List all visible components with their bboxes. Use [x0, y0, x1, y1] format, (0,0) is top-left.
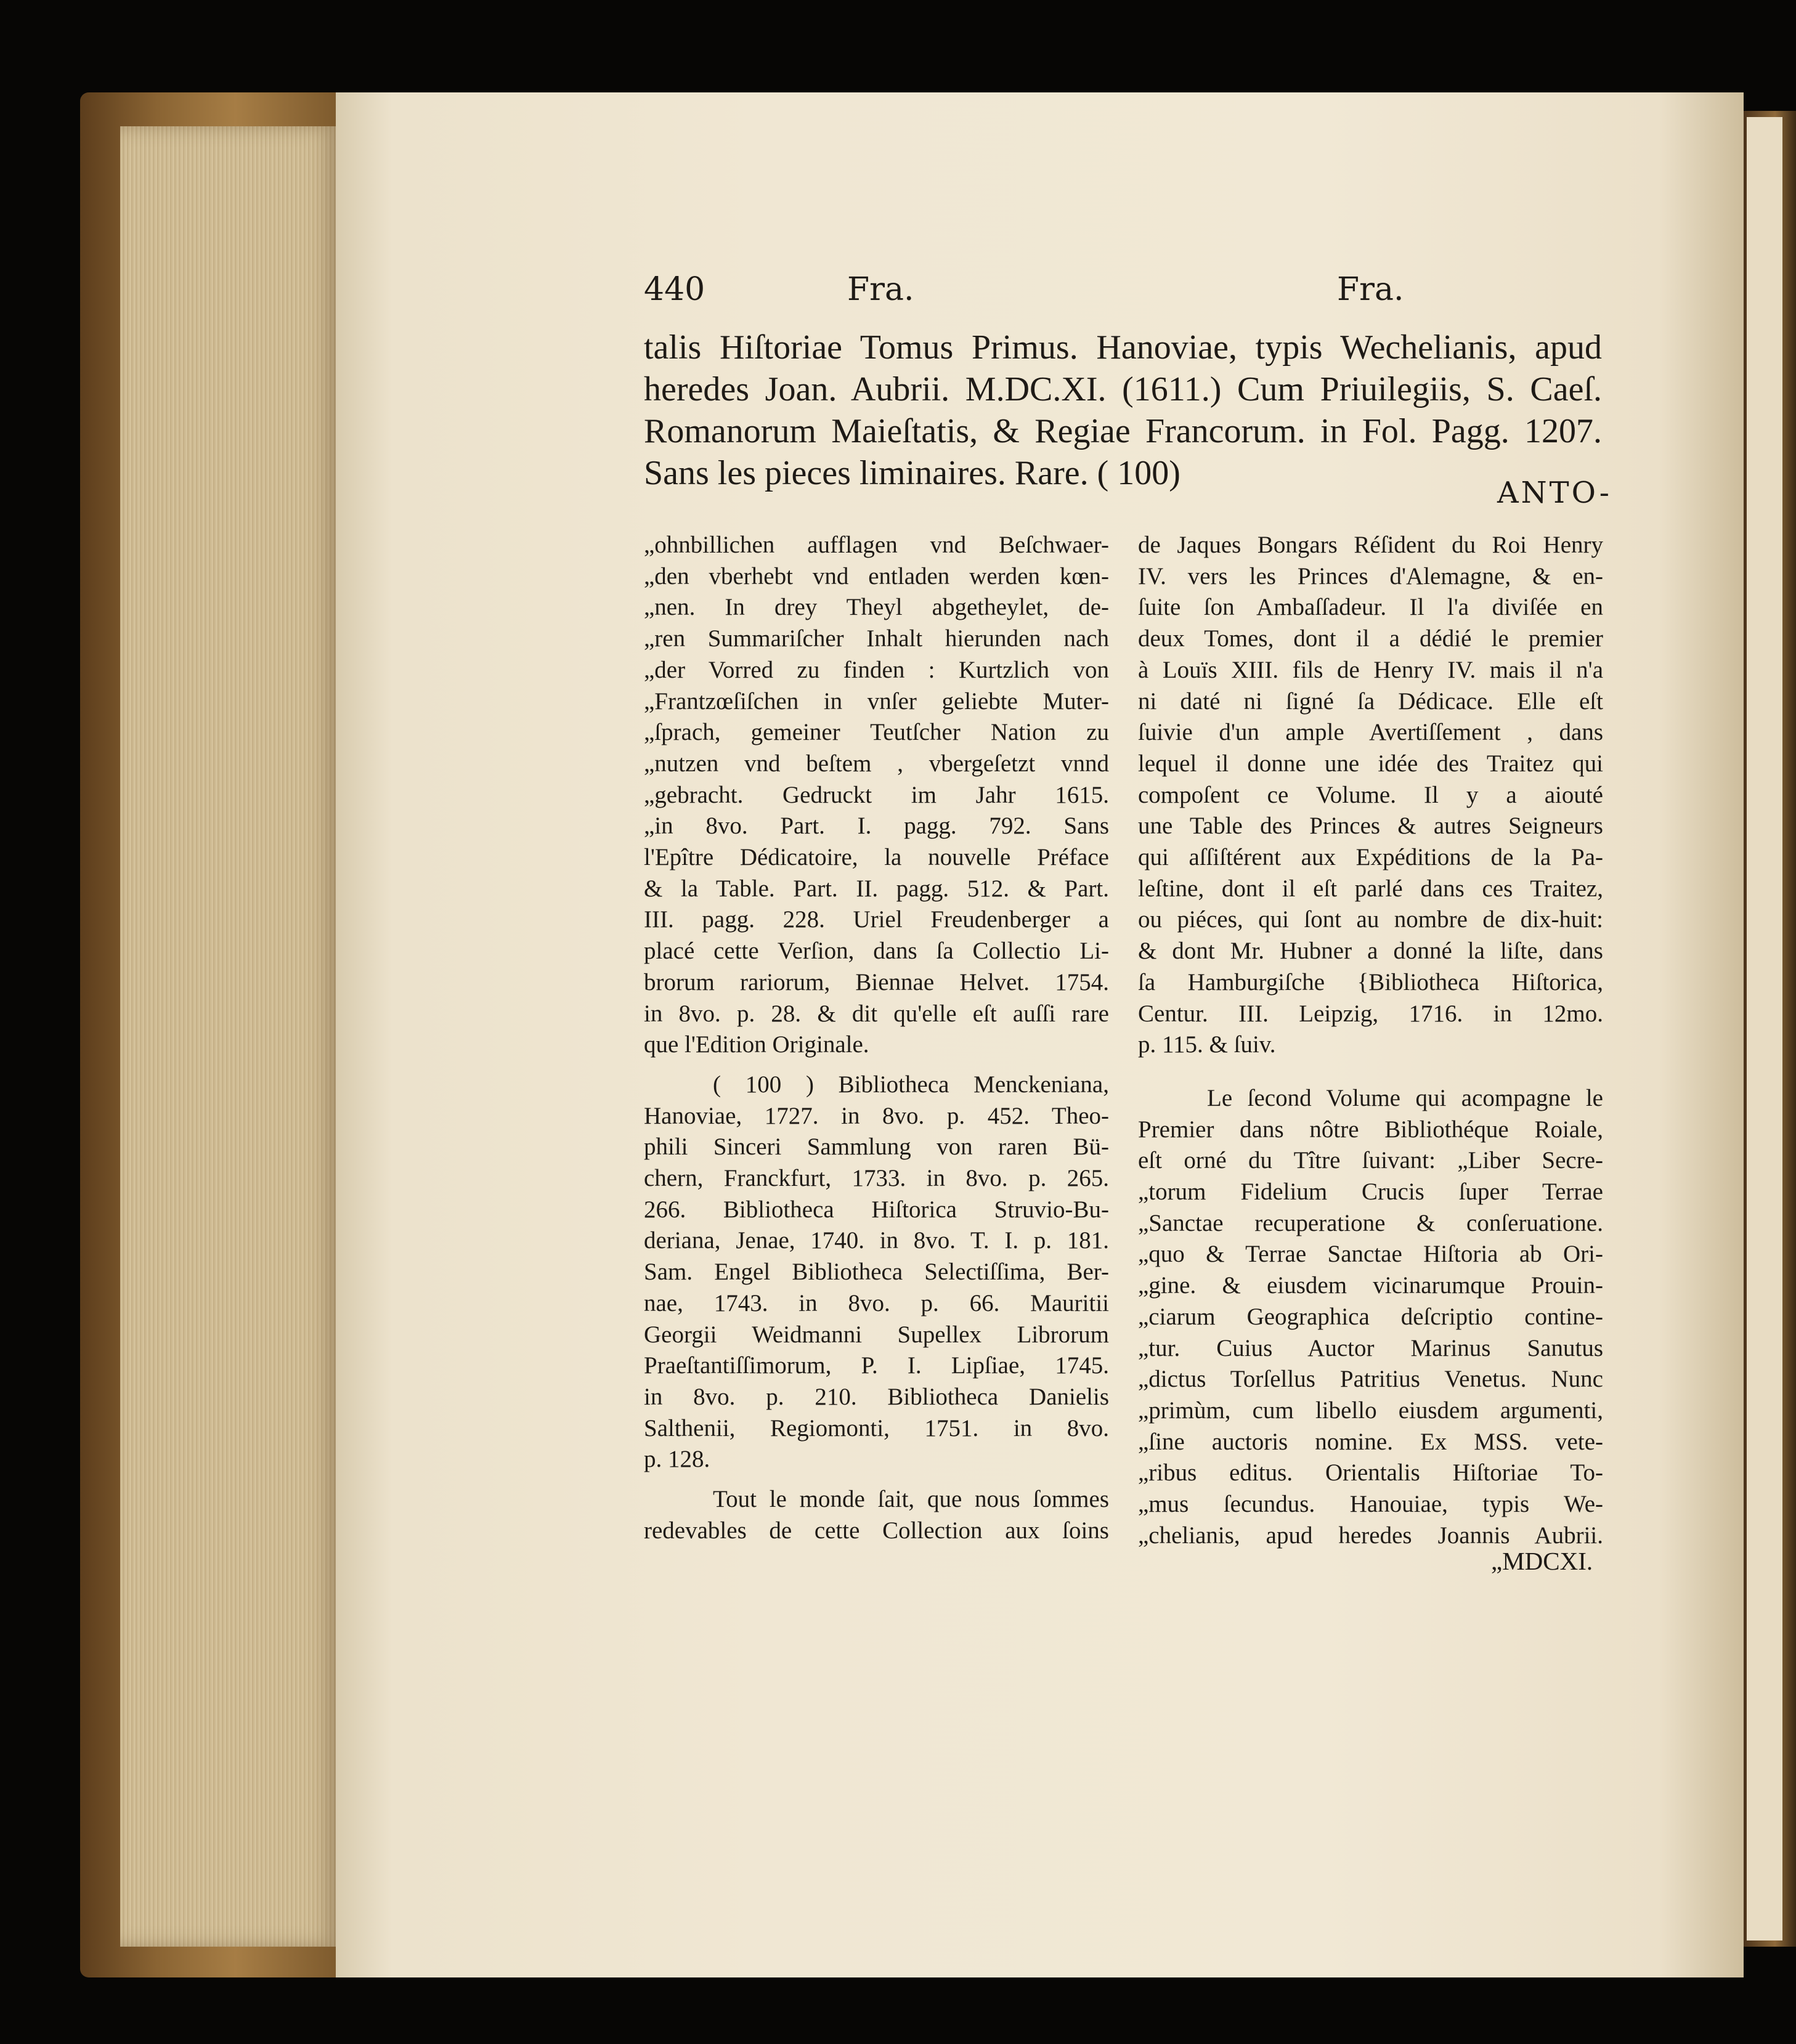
top-line: Sans les pieces liminaires. Rare. ( 100) — [644, 454, 1180, 492]
text-line: eſt orné du Tître ſuivant: „Liber Secre- — [1138, 1147, 1603, 1174]
text-line: que l'Edition Originale. — [644, 1031, 869, 1058]
left-paragraph-2 — [644, 1069, 1109, 1475]
text-line: „ciarum Geographica deſcriptio contine- — [1138, 1303, 1603, 1330]
text-line: deux Tomes, dont il a dédié le premier — [1138, 625, 1603, 652]
text-line: „quo & Terrae Sanctae Hiſtoria ab Ori- — [1138, 1241, 1603, 1268]
text-line: ni daté ni ſigné ſa Dédicace. Elle eſt — [1138, 687, 1603, 715]
text-line: redevables de cette Collection aux ſoins — [644, 1517, 1109, 1544]
page-number: 440 — [644, 271, 705, 308]
text-line: „primùm, cum libello eiusdem argumenti, — [1138, 1397, 1603, 1424]
text-line: Hanoviae, 1727. in 8vo. p. 452. Theo- — [644, 1102, 1109, 1129]
text-line: 266. Bibliotheca Hiſtorica Struvio-Bu- — [644, 1196, 1109, 1223]
text-line: ( 100 ) Bibliotheca Menckeniana, — [713, 1071, 1109, 1098]
text-line: III. pagg. 228. Uriel Freudenberger a — [644, 906, 1109, 933]
text-line: „der Vorred zu finden : Kurtzlich von — [644, 656, 1109, 683]
left-paragraph-3 — [644, 1484, 1109, 1546]
top-line: talis Hiſtoriae Tomus Primus. Hanoviae, typis Wechelianis, apud — [644, 328, 1602, 367]
text-line: Centur. III. Leipzig, 1716. in 12mo. — [1138, 1000, 1603, 1027]
text-line: nae, 1743. in 8vo. p. 66. Mauritii — [644, 1289, 1109, 1316]
right-paragraph-2 — [1138, 1083, 1603, 1552]
top-line: heredes Joan. Aubrii. M.DC.XI. (1611.) Cum Priuilegiis, S. Caeſ. — [644, 370, 1602, 408]
text-line: compoſent ce Volume. Il y a aiouté — [1138, 781, 1603, 808]
text-line: Praeſtantiſſimorum, P. I. Lipſiae, 1745. — [644, 1352, 1109, 1379]
text-line: „gebracht. Gedruckt im Jahr 1615. — [644, 781, 1109, 808]
text-line: leſtine, dont il eſt parlé dans ces Traitez, — [1138, 875, 1603, 902]
catchword: ANTO- — [1497, 476, 1612, 510]
text-line: in 8vo. p. 28. & dit qu'elle eſt auſſi rare — [644, 1000, 1109, 1027]
text-line: „torum Fidelium Crucis ſuper Terrae — [1138, 1178, 1603, 1206]
text-line: „in 8vo. Part. I. pagg. 792. Sans — [644, 813, 1109, 840]
text-line: p. 128. — [644, 1446, 710, 1473]
text-line: deriana, Jenae, 1740. in 8vo. T. I. p. 181. — [644, 1227, 1109, 1254]
text-line: „Frantzœſiſchen in vnſer geliebte Muter- — [644, 687, 1109, 715]
text-line: „ohnbillichen aufflagen vnd Beſchwaer- — [644, 532, 1109, 558]
text-line: „ſine auctoris nomine. Ex MSS. vete- — [1138, 1428, 1603, 1455]
text-line: ſa Hamburgiſche {Bibliotheca Hiſtorica, — [1138, 968, 1603, 996]
text-line: „nen. In drey Theyl abgetheylet, de- — [644, 594, 1109, 621]
text-line: „tur. Cuius Auctor Marinus Sanutus — [1138, 1334, 1603, 1361]
text-line: phili Sinceri Sammlung von raren Bü- — [644, 1134, 1109, 1161]
text-line: Tout le monde ſait, que nous ſommes — [713, 1486, 1109, 1513]
text-line: „ſprach, gemeiner Teutſcher Nation zu — [644, 719, 1109, 746]
text-line: & dont Mr. Hubner a donné la liſte, dans — [1138, 938, 1603, 965]
top-block — [644, 326, 1602, 494]
text-line: „den vberhebt vnd entladen werden kœn- — [644, 562, 1109, 590]
text-line: placé cette Verſion, dans ſa Collectio Li- — [644, 938, 1109, 965]
text-line: Georgii Weidmanni Supellex Librorum — [644, 1321, 1109, 1348]
text-line: „mus ſecundus. Hanouiae, typis We- — [1138, 1491, 1603, 1518]
right-column — [1138, 530, 1603, 1552]
final-line: „MDCXI. — [1491, 1547, 1593, 1575]
facing-page-edge — [1747, 117, 1782, 1941]
text-line: „chelianis, apud heredes Joannis Aubrii. — [1138, 1522, 1603, 1549]
text-line: Le ſecond Volume qui acompagne le — [1207, 1084, 1603, 1111]
text-line: „nutzen vnd beſtem , vbergeſetzt vnnd — [644, 750, 1109, 777]
text-line: „ren Summariſcher Inhalt hierunden nach — [644, 625, 1109, 652]
text-line: à Louïs XIII. fils de Henry IV. mais il n'a — [1138, 656, 1603, 683]
left-paragraph-1 — [644, 530, 1109, 1061]
text-line: ou piéces, qui ſont au nombre de dix-huit: — [1138, 906, 1603, 933]
running-head-left: Fra. — [847, 271, 914, 308]
text-line: qui aſſiſtérent aux Expéditions de la Pa- — [1138, 844, 1603, 871]
text-line: „dictus Torſellus Patritius Venetus. Nunc — [1138, 1366, 1603, 1393]
right-paragraph-1 — [1138, 530, 1603, 1061]
text-line: „ribus editus. Orientalis Hiſtoriae To- — [1138, 1459, 1603, 1486]
text-line: Sam. Engel Bibliotheca Selectiſſima, Ber- — [644, 1259, 1109, 1286]
page-edges — [120, 126, 339, 1947]
text-line: in 8vo. p. 210. Bibliotheca Danielis — [644, 1383, 1109, 1410]
text-line: „Sanctae recuperatione & conſeruatione. — [1138, 1209, 1603, 1236]
text-line: lequel il donne une idée des Traitez qui — [1138, 750, 1603, 777]
text-line: ſuivie d'un ample Avertiſſement , dans — [1138, 719, 1603, 746]
top-line: Romanorum Maieſtatis, & Regiae Francorum. in Fol. Pagg. 1207. — [644, 412, 1602, 450]
text-line: Premier dans nôtre Bibliothéque Roiale, — [1138, 1116, 1603, 1143]
text-line: l'Epître Dédicatoire, la nouvelle Préface — [644, 844, 1109, 871]
text-line: & la Table. Part. II. pagg. 512. & Part. — [644, 875, 1109, 902]
text-line: de Jaques Bongars Réſident du Roi Henry — [1138, 532, 1603, 558]
text-line: „gine. & eiusdem vicinarumque Prouin- — [1138, 1272, 1603, 1299]
text-line: IV. vers les Princes d'Alemagne, & en- — [1138, 562, 1603, 590]
text-line: p. 115. & ſuiv. — [1138, 1031, 1276, 1058]
text-line: Salthenii, Regiomonti, 1751. in 8vo. — [644, 1414, 1109, 1442]
running-head-right: Fra. — [1337, 271, 1404, 308]
text-line: une Table des Princes & autres Seigneurs — [1138, 813, 1603, 840]
text-line: ſuite ſon Ambaſſadeur. Il l'a diviſée en — [1138, 594, 1603, 621]
left-column — [644, 530, 1109, 1547]
text-line: brorum rariorum, Biennae Helvet. 1754. — [644, 968, 1109, 996]
text-line: chern, Franckfurt, 1733. in 8vo. p. 265. — [644, 1165, 1109, 1192]
